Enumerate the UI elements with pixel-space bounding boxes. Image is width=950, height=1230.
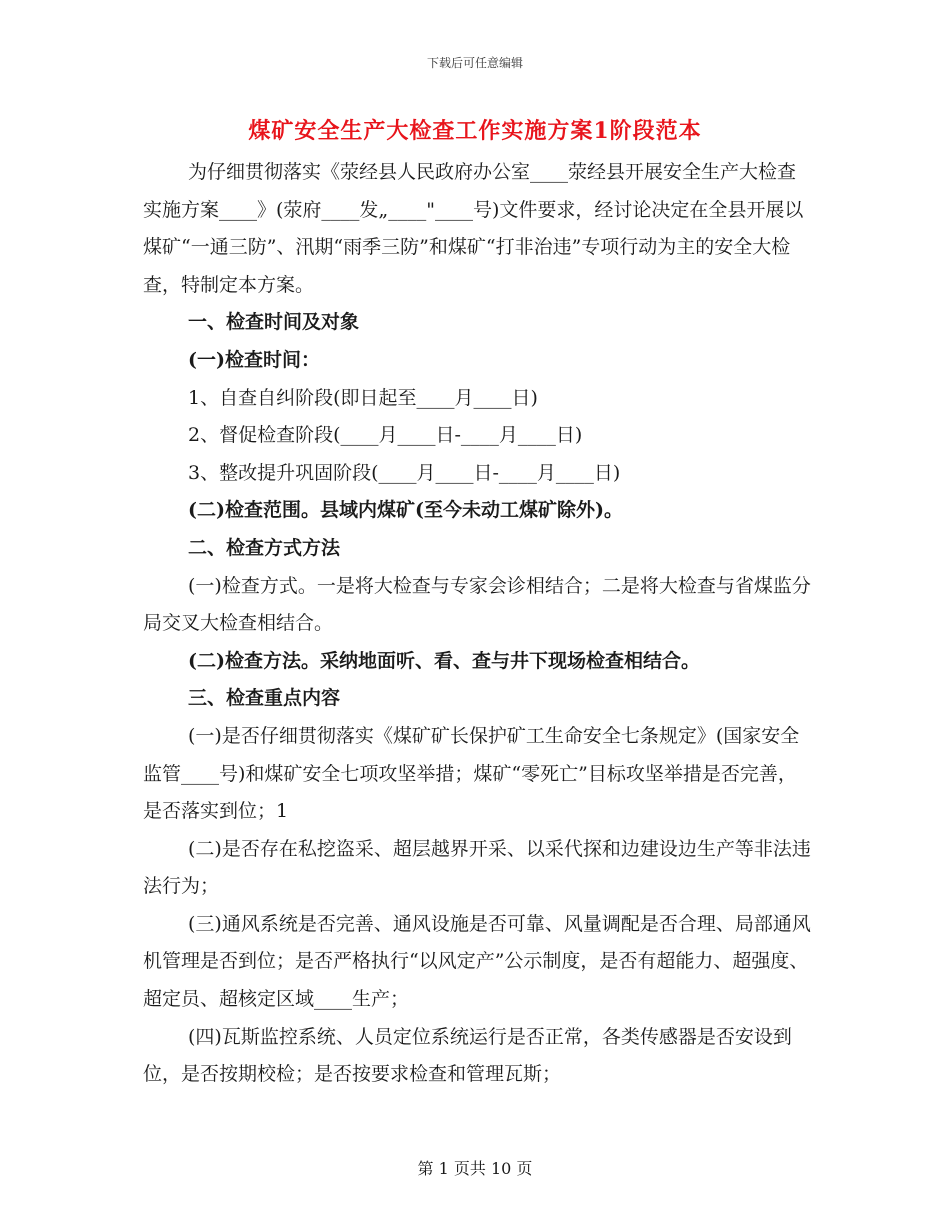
paragraph: (四)瓦斯监控系统、人员定位系统运行是否正常，各类传感器是否安设到位，是否按期校检；是否按要求检查和管理瓦斯； bbox=[143, 1025, 792, 1086]
document-body bbox=[143, 154, 811, 1094]
document-title: 煤矿安全生产大检查工作实施方案1阶段范本 bbox=[248, 118, 702, 144]
page-footer: 第 1 页共 10 页 bbox=[417, 1159, 533, 1178]
paragraph: 二、检查方式方法 bbox=[188, 536, 341, 559]
paragraph: (一)是否仔细贯彻落实《煤矿矿长保护矿工生命安全七条规定》(国家安全监管____号)和煤矿安全七项攻坚举措；煤矿“零死亡”目标攻坚举措是否完善，是否落实到位；1 bbox=[143, 724, 800, 823]
paragraph: 2、督促检查阶段(____月____日-____月____日) bbox=[188, 424, 583, 447]
paragraph: 1、自查自纠阶段(即日起至____月____日) bbox=[188, 386, 538, 409]
paragraph: (一)检查时间： bbox=[188, 348, 320, 371]
paragraph: (二)检查方法。采纳地面听、看、查与井下现场检查相结合。 bbox=[188, 649, 700, 672]
paragraph: 一、检查时间及对象 bbox=[188, 311, 360, 334]
paragraph: (二)是否存在私挖盗采、超层越界开采、以采代探和边建设边生产等非法违法行为； bbox=[143, 837, 811, 898]
header-note: 下载后可任意编辑 bbox=[426, 56, 523, 70]
paragraph: (一)检查方式。一是将大检查与专家会诊相结合；二是将大检查与省煤监分局交叉大检查相结合。 bbox=[143, 574, 811, 635]
paragraph: 三、检查重点内容 bbox=[188, 687, 341, 710]
paragraph: (二)检查范围。县域内煤矿(至今未动工煤矿除外)。 bbox=[188, 499, 623, 522]
paragraph: (三)通风系统是否完善、通风设施是否可靠、风量调配是否合理、局部通风机管理是否到位；是否严格执行“以风定产”公示制度，是否有超能力、超强度、超定员、超核定区域____生产； bbox=[143, 912, 811, 1011]
paragraph: 3、整改提升巩固阶段(____月____日-____月____日) bbox=[188, 461, 621, 484]
paragraph: 为仔细贯彻落实《荥经县人民政府办公室____荥经县开展安全生产大检查实施方案____》(荥府____发„____"____号)文件要求，经讨论决定在全县开展以煤矿“一通三防”、汛期“雨季三防”和煤矿“打非治违”专项行动为主的安全大检查，特制定本方案。 bbox=[143, 161, 804, 296]
